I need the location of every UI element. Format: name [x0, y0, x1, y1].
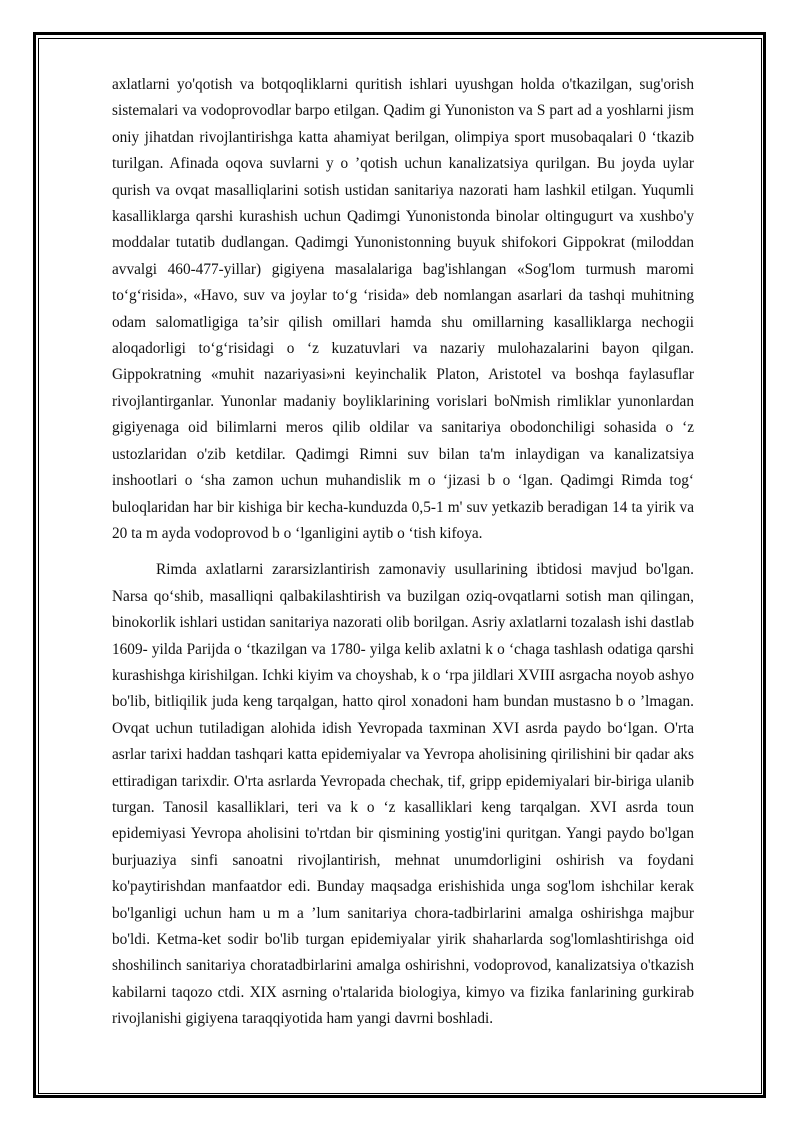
document-body — [112, 72, 694, 1033]
paragraph-2: Rimda axlatlarni zararsizlantirish zamonaviy usullarining ibtidosi mavjud bo'lgan. Narsa qo‘shib, masalliqni qalbakilashtirish va buzilgan oziq-ovqatlarni sotish man qilingan, binokorlik ishlari ustidan sanitariya nazorati olib borilgan. Asriy axlatlarni tozalash ishi dastlab 1609- yilda Parijda o ‘tkazilgan va 1780- yilga kelib axlatni k o ‘chaga tashlash odatiga qarshi kurashishga kirishilgan. Ichki kiyim va choyshab, k o ‘rpa jildlari XVIII asrgacha noyob ashyo bo'lib, bitliqilik juda keng tarqalgan, hatto qirol xonadoni ham bundan mustasno b o ’lmagan. Ovqat uchun tutiladigan alohida idish Yevropada taxminan XVI asrda paydo bo‘lgan. O'rta asrlar tarixi haddan tashqari katta epidemiyalar va Yevropa aholisining qirilishini bir qadar aks ettiradigan tarixdir. O'rta asrlarda Yevropada chechak, tif, gripp epidemiyalari bir-biriga ulanib turgan. Tanosil kasalliklari, teri va k o ‘z kasalliklari keng tarqalgan. XVI asrda toun epidemiyasi Yevropa aholisini to'rtdan bir qismining yostig'ini quritgan. Yangi paydo bo'lgan burjuaziya sinfi sanoatni rivojlantirish, mehnat unumdorligini oshirish va foydani ko'paytirishdan manfaatdor edi. Bunday maqsadga erishishida unga sog'lom ishchilar kerak bo'lganligi uchun ham u m a ’lum sanitariya chora-tadbirlarini amalga oshirishga majbur bo'ldi. Ketma-ket sodir bo'lib turgan epidemiyalar yirik shaharlarda sog'lomlashtirishga oid shoshilinch sanitariya choratadbirlarini amalga oshirishni, vodoprovod, kanalizatsiya o'tkazish kabilarni taqozo ctdi. XIX asrning o'rtalarida biologiya, kimyo va fizika fanlarining gurkirab rivojlanishi gigiyena taraqqiyotida ham yangi davrni boshladi. — [112, 561, 694, 1028]
paragraph-1: axlatlarni yo'qotish va botqoqliklarni quritish ishlari uyushgan holda o'tkazilgan, sug'orish sistemalari va vodoprovodlar barpo etilgan. Qadim gi Yunoniston va S part ad a yoshlarni jism oniy jihatdan rivojlantirishga katta ahamiyat berilgan, olimpiya sport musobaqalari 0 ‘tkazib turilgan. Afinada oqova suvlarni y o ’qotish uchun kanalizatsiya qurilgan. Bu joyda uylar qurish va ovqat masalliqlarini sotish ustidan sanitariya nazorati ham lashkil etilgan. Yuqumli kasalliklarga qarshi kurashish uchun Qadimgi Yunonistonda binolar oltingugurt va xushbo'y moddalar tutatib dudlangan. Qadimgi Yunonistonning buyuk shifokori Gippokrat (miloddan avvalgi 460-477-yillar) gigiyena masalalariga bag'ishlangan «Sog'lom turmush maromi to‘g‘risida», «Havo, suv va joylar to‘g ‘risida» deb nomlangan asarlari da tashqi muhitning odam salomatligiga ta’sir qilish omillari hamda shu omillarning kasalliklarga nechogii aloqadorligi to‘g‘risidagi o ‘z kuzatuvlari va nazariy mulohazalarini bayon qilgan. Gippokratning «muhit nazariyasi»ni keyinchalik Platon, Aristotel va boshqa faylasuflar rivojlantirganlar. Yunonlar madaniy boyliklarining vorislari boNmish rimliklar yunonlardan gigiyenaga oid bilimlarni meros qilib oldilar va sanitariya obodonchiligi sohasida o ‘z ustozlaridan o'zib ketdilar. Qadimgi Rimni suv bilan ta'm inlaydigan va kanalizatsiya inshootlari o ‘sha zamon uchun muhandislik m o ‘jizasi b o ‘lgan. Qadimgi Rimda tog‘ buloqlaridan har bir kishiga bir kecha-kunduzda 0,5-1 m' suv yetkazib beradigan 14 ta yirik va 20 ta m ayda vodoprovod b o ‘lganligini aytib o ‘tish kifoya. — [112, 76, 694, 542]
